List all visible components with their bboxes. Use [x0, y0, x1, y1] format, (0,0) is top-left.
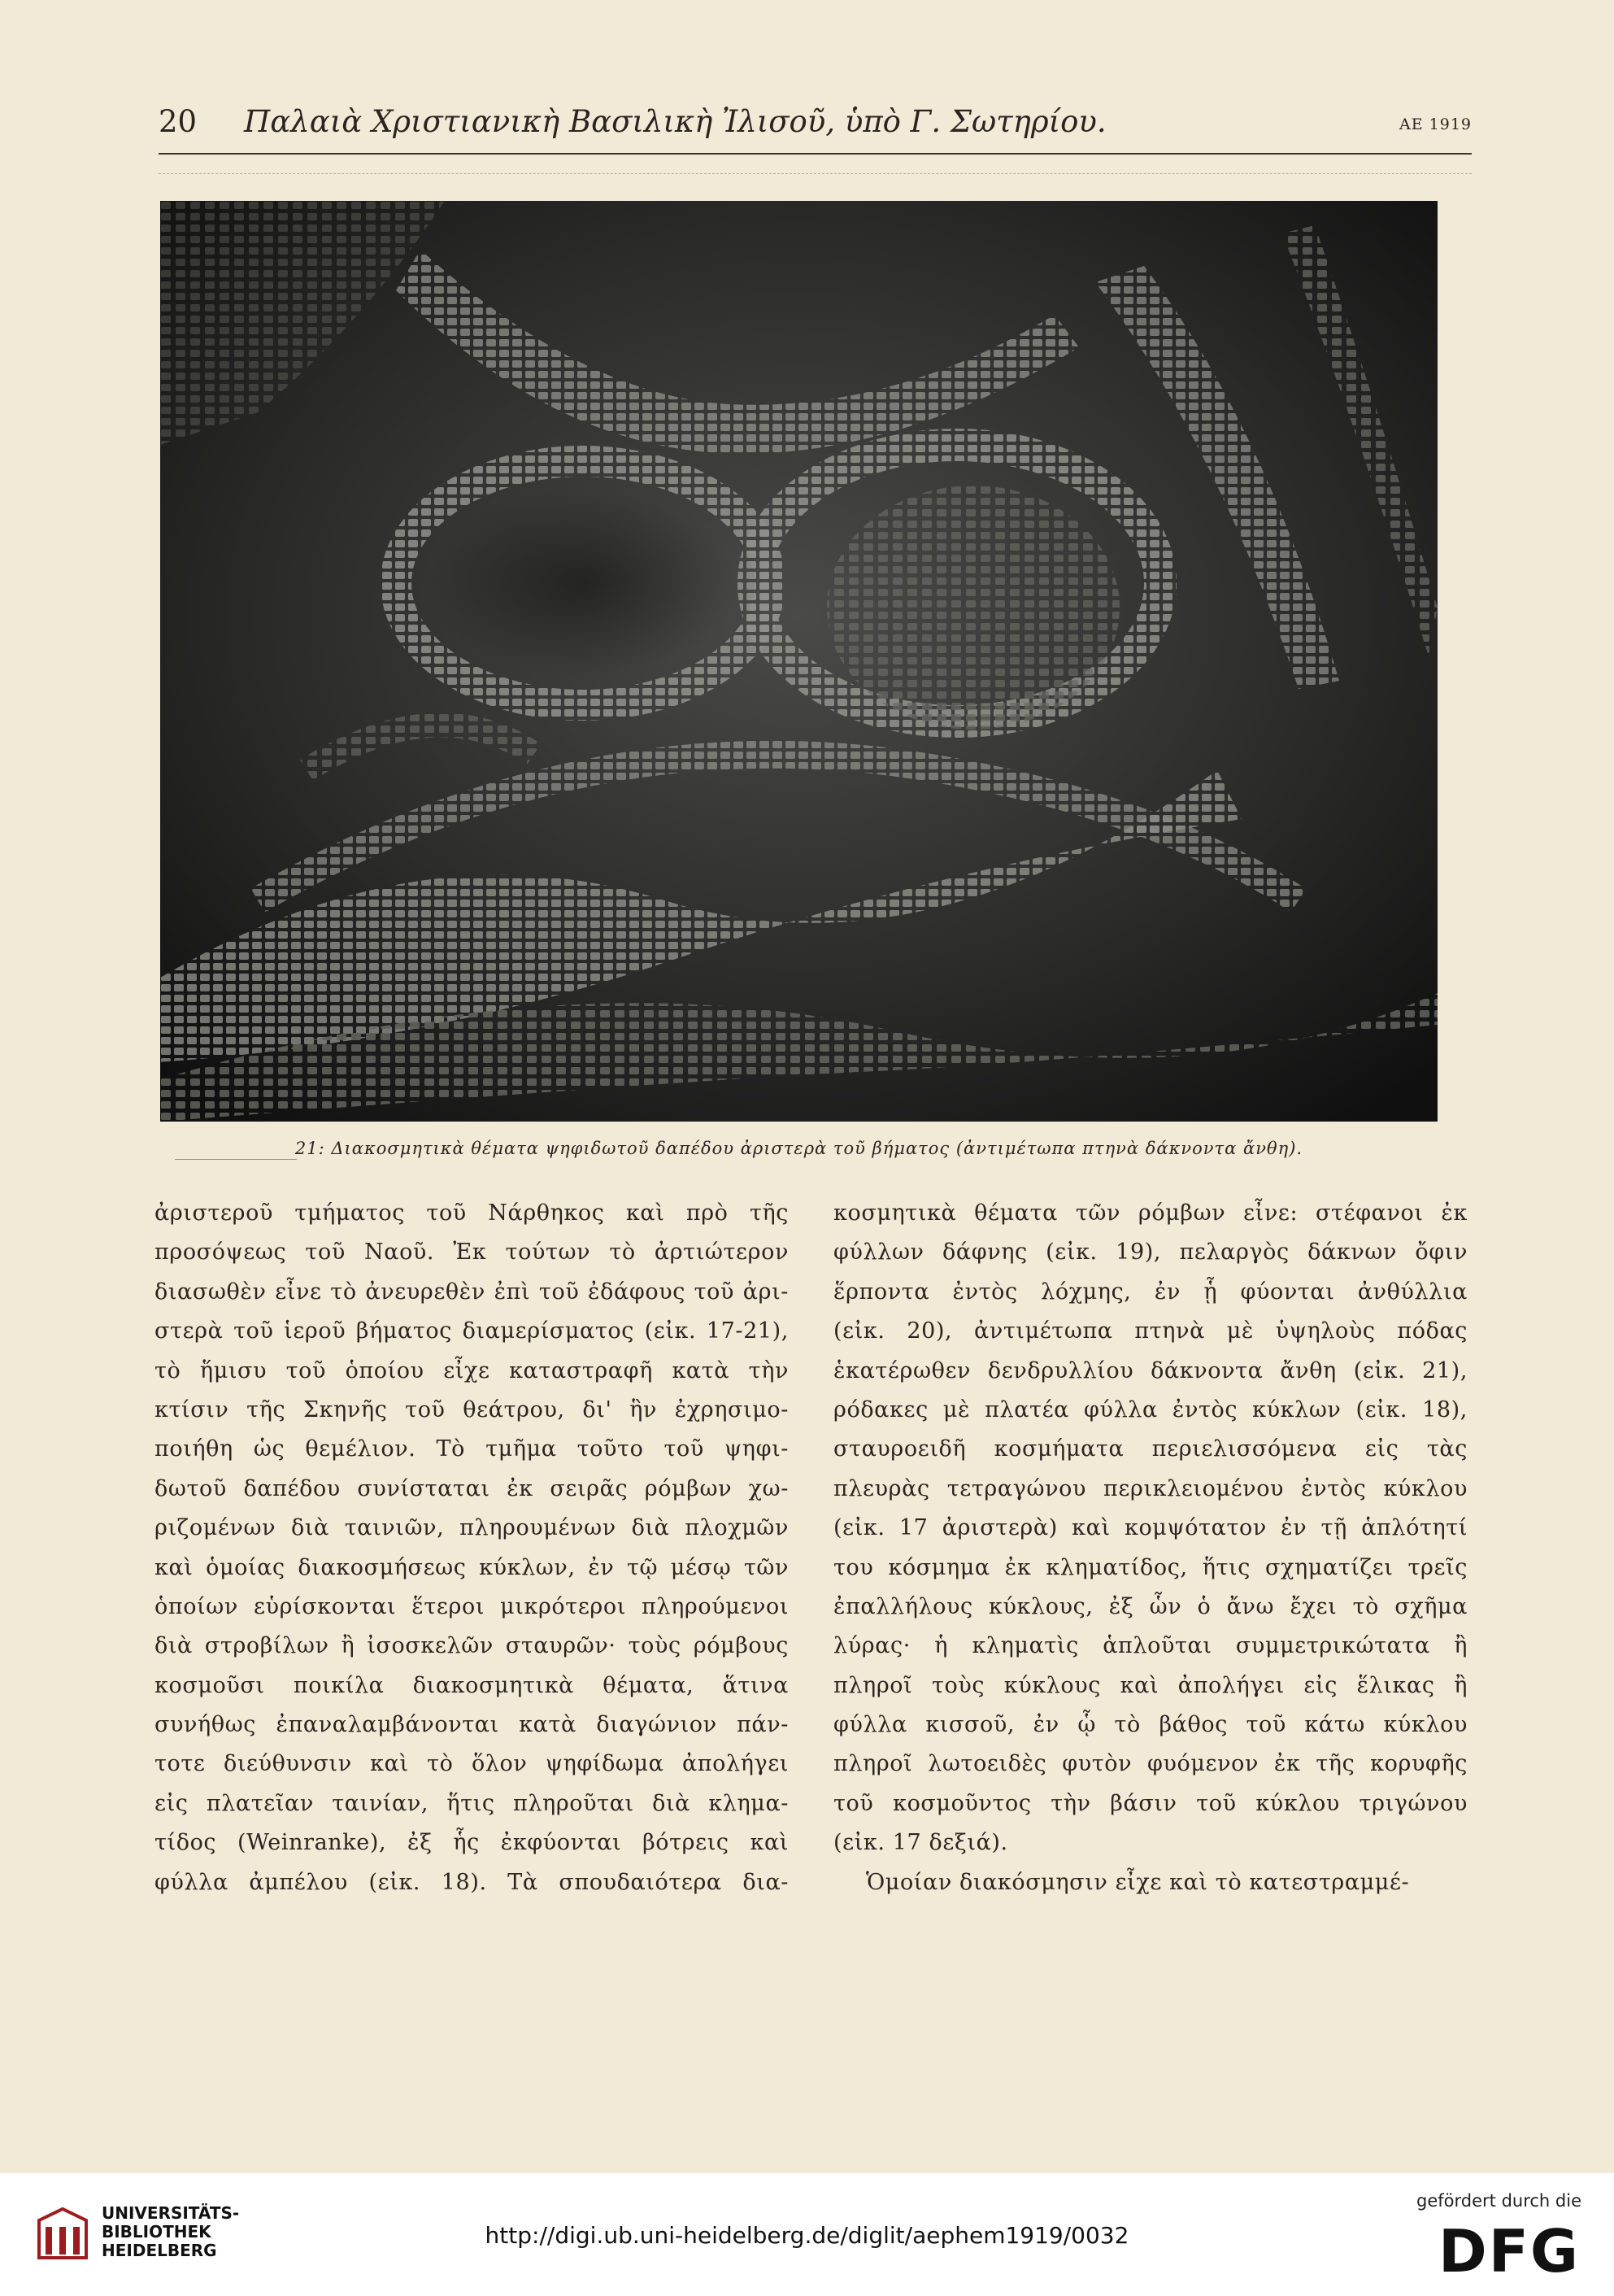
- text-line: προσόψεως τοῦ Ναοῦ. Ἐκ τούτων τὸ ἀρτιώτερον: [154, 1239, 789, 1266]
- text-line: τοτε διεύθυνσιν καὶ τὸ ὅλον ψηφίδωμα ἀπολήγει: [154, 1751, 789, 1777]
- mosaic-photo-illustration: [160, 201, 1438, 1122]
- text-line: πληροῖ λωτοειδὲς φυτὸν φυόμενον ἐκ τῆς κορυφῆς: [833, 1751, 1468, 1777]
- library-name-line: UNIVERSITÄTS-: [102, 2203, 240, 2223]
- text-line: πληροῖ τοὺς κύκλους καὶ ἀπολήγει εἰς ἕλικας ἢ: [833, 1672, 1468, 1698]
- text-line: ρόδακες μὲ πλατέα φύλλα ἐντὸς κύκλων (εἰκ. 18),: [833, 1396, 1468, 1422]
- page-number: 20: [159, 104, 198, 139]
- running-title: Παλαιὰ Χριστιανικὴ Βασιλικὴ Ἰλισοῦ, ὑπὸ Γ. Σωτηρίου.: [244, 104, 1107, 139]
- text-line: διὰ στροβίλων ἢ ἰσοσκελῶν σταυρῶν· τοὺς ρόμβους: [154, 1633, 789, 1659]
- header-dashed-rule: [159, 173, 1472, 174]
- text-line: κτίσιν τῆς Σκηνῆς τοῦ θεάτρου, δι' ἣν ἐχρησιμο-: [154, 1396, 789, 1422]
- text-line: ἑκατέρωθεν δενδρυλλίου δάκνοντα ἄνθη (εἰκ. 21),: [833, 1357, 1468, 1383]
- library-name-line: BIBLIOTHEK: [102, 2222, 211, 2242]
- figure-caption: 21: Διακοσμητικὰ θέματα ψηφιδωτοῦ δαπέδου ἀριστερὰ τοῦ βήματος (ἀντιμέτωπα πτηνὰ δάκνοντα ἄνθη).: [294, 1139, 1303, 1158]
- digitization-footer: [0, 2173, 1614, 2296]
- text-line: συνήθως ἐπαναλαμβάνονται κατὰ διαγώνιον πάν-: [154, 1712, 789, 1738]
- text-line: τοῦ κοσμοῦντος τὴν βάσιν τοῦ κύκλου τριγώνου: [833, 1790, 1468, 1816]
- text-line: ὁποίων εὑρίσκονται ἕτεροι μικρότεροι πληρούμενοι: [154, 1593, 789, 1619]
- text-line: ριζομένων διὰ ταινιῶν, πληρουμένων διὰ πλοχμῶν: [154, 1515, 789, 1541]
- header-rule: [159, 153, 1472, 155]
- text-line: του κόσμημα ἐκ κληματίδος, ἥτις σχηματίζει τρεῖς: [833, 1554, 1468, 1580]
- right-column: [833, 1194, 1468, 1902]
- text-line: ἐπαλλήλους κύκλους, ἐξ ὧν ὁ ἄνω ἔχει τὸ σχῆμα: [833, 1593, 1468, 1619]
- text-line: κοσμητικὰ θέματα τῶν ρόμβων εἶνε: στέφανοι ἐκ: [833, 1200, 1468, 1226]
- text-line: τὸ ἥμισυ τοῦ ὁποίου εἶχε καταστραφῆ κατὰ τὴν: [154, 1357, 789, 1383]
- left-column: [154, 1194, 789, 1902]
- text-line: φύλλα κισσοῦ, ἐν ᾧ τὸ βάθος τοῦ κάτω κύκλου: [833, 1712, 1468, 1738]
- text-line: τίδος (Weinranke), ἐξ ἧς ἐκφύονται βότρεις καὶ: [154, 1830, 789, 1856]
- text-line: εἰς πλατεῖαν ταινίαν, ἥτις πληροῦται διὰ κλημα-: [154, 1790, 789, 1816]
- text-line: πλευρὰς τετραγώνου περικλειομένου ἐντὸς κύκλου: [833, 1475, 1468, 1501]
- text-line: (εἰκ. 20), ἀντιμέτωπα πτηνὰ μὲ ὑψηλοὺς πόδας: [833, 1318, 1468, 1344]
- text-line: δωτοῦ δαπέδου συνίσταται ἐκ σειρᾶς ρόμβων χω-: [154, 1475, 789, 1501]
- library-name-line: HEIDELBERG: [102, 2241, 217, 2260]
- text-line: Ὁμοίαν διακόσμησιν εἶχε καὶ τὸ κατεστραμμέ-: [866, 1869, 1410, 1895]
- text-line: φύλλα ἀμπέλου (εἰκ. 18). Τὰ σπουδαιότερα δια-: [154, 1869, 789, 1895]
- digitization-url-link[interactable]: http://digi.ub.uni-heidelberg.de/diglit/aephem1919/0032: [485, 2222, 1129, 2249]
- journal-mark: ΑΕ 1919: [1399, 115, 1472, 133]
- mosaic-photograph: [160, 201, 1438, 1122]
- text-line: φύλλων δάφνης (εἰκ. 19), πελαργὸς δάκνων ὄφιν: [833, 1239, 1468, 1266]
- text-line: λύρας· ἡ κληματὶς ἁπλοῦται συμμετρικώτατα ἢ: [833, 1633, 1468, 1659]
- dfg-logo: DFG: [1438, 2217, 1580, 2285]
- text-line: ἀριστεροῦ τμήματος τοῦ Νάρθηκος καὶ πρὸ τῆς: [154, 1200, 789, 1226]
- funded-by-label: gefördert durch die: [1416, 2191, 1581, 2211]
- text-line: σταυροειδῆ κοσμήματα περιελισσόμενα εἰς τὰς: [833, 1436, 1468, 1462]
- text-line: ἕρποντα ἐντὸς λόχμης, ἐν ᾗ φύονται ἀνθύλλια: [833, 1279, 1468, 1305]
- text-line: στερὰ τοῦ ἱεροῦ βήματος διαμερίσματος (εἰκ. 17-21),: [154, 1318, 789, 1344]
- running-header: [159, 104, 1472, 145]
- text-line: (εἰκ. 17 ἀριστερὰ) καὶ κομψότατον ἐν τῇ ἁπλότητί: [833, 1515, 1468, 1541]
- text-line: καὶ ὁμοίας διακοσμήσεως κύκλων, ἐν τῷ μέσῳ τῶν: [154, 1554, 789, 1580]
- text-line: διασωθὲν εἶνε τὸ ἀνευρεθὲν ἐπὶ τοῦ ἐδάφους τοῦ ἀρι-: [154, 1279, 789, 1305]
- text-line: κοσμοῦσι ποικίλα διακοσμητικὰ θέματα, ἅτινα: [154, 1672, 789, 1698]
- text-line: ποιήθη ὡς θεμέλιον. Τὸ τμῆμα τοῦτο τοῦ ψηφι-: [154, 1436, 789, 1462]
- caption-rule: [175, 1159, 297, 1160]
- text-line: (εἰκ. 17 δεξιά).: [833, 1830, 1008, 1856]
